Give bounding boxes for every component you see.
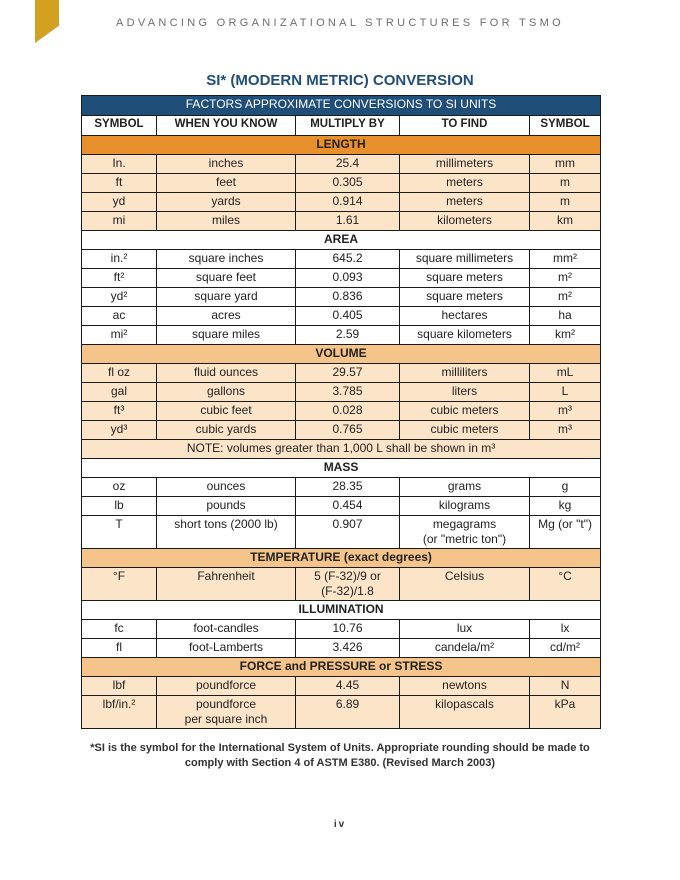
multiply-by-cell: 4.45 bbox=[296, 677, 400, 696]
multiply-by-cell: 25.4 bbox=[296, 155, 400, 174]
table-row bbox=[82, 639, 601, 658]
when-you-know-cell: cubic feet bbox=[157, 402, 296, 421]
result-symbol-cell: m bbox=[530, 174, 601, 193]
when-you-know-cell: inches bbox=[157, 155, 296, 174]
symbol-cell: oz bbox=[82, 478, 157, 497]
multiply-by-cell: 2.59 bbox=[296, 326, 400, 345]
table-row bbox=[82, 497, 601, 516]
symbol-cell: °F bbox=[82, 568, 157, 601]
symbol-cell: ac bbox=[82, 307, 157, 326]
table-row bbox=[82, 478, 601, 497]
symbol-cell: ft³ bbox=[82, 402, 157, 421]
to-find-cell: meters bbox=[400, 174, 530, 193]
when-you-know-cell: cubic yards bbox=[157, 421, 296, 440]
volume-note: NOTE: volumes greater than 1,000 L shall be shown in m³ bbox=[82, 440, 601, 459]
result-symbol-cell: km² bbox=[530, 326, 601, 345]
multiply-by-cell: 6.89 bbox=[296, 696, 400, 729]
table-row bbox=[82, 250, 601, 269]
section-title-area: AREA bbox=[82, 231, 601, 250]
when-you-know-cell: pounds bbox=[157, 497, 296, 516]
column-header-row bbox=[82, 116, 601, 136]
to-find-cell: cubic meters bbox=[400, 421, 530, 440]
multiply-by-cell: 0.093 bbox=[296, 269, 400, 288]
table-row bbox=[82, 174, 601, 193]
to-find-cell: megagrams (or "metric ton") bbox=[400, 516, 530, 549]
multiply-by-cell: 0.454 bbox=[296, 497, 400, 516]
to-find-cell: grams bbox=[400, 478, 530, 497]
when-you-know-cell: ounces bbox=[157, 478, 296, 497]
result-symbol-cell: mm bbox=[530, 155, 601, 174]
column-header: TO FIND bbox=[400, 116, 530, 136]
result-symbol-cell: mL bbox=[530, 364, 601, 383]
to-find-cell: milliliters bbox=[400, 364, 530, 383]
column-header: SYMBOL bbox=[530, 116, 601, 136]
to-find-cell: newtons bbox=[400, 677, 530, 696]
table-row bbox=[82, 696, 601, 729]
result-symbol-cell: kg bbox=[530, 497, 601, 516]
result-symbol-cell: °C bbox=[530, 568, 601, 601]
symbol-cell: in.² bbox=[82, 250, 157, 269]
to-find-cell: Celsius bbox=[400, 568, 530, 601]
to-find-cell: square kilometers bbox=[400, 326, 530, 345]
to-find-cell: hectares bbox=[400, 307, 530, 326]
section-header-row bbox=[82, 658, 601, 677]
column-header: WHEN YOU KNOW bbox=[157, 116, 296, 136]
section-header-row bbox=[82, 459, 601, 478]
multiply-by-cell: 0.405 bbox=[296, 307, 400, 326]
section-header-row bbox=[82, 549, 601, 568]
table-row bbox=[82, 269, 601, 288]
section-header-row bbox=[82, 231, 601, 250]
when-you-know-cell: short tons (2000 lb) bbox=[157, 516, 296, 549]
multiply-by-cell: 0.028 bbox=[296, 402, 400, 421]
when-you-know-cell: poundforce bbox=[157, 677, 296, 696]
when-you-know-cell: gallons bbox=[157, 383, 296, 402]
symbol-cell: lbf bbox=[82, 677, 157, 696]
table-row bbox=[82, 383, 601, 402]
result-symbol-cell: cd/m² bbox=[530, 639, 601, 658]
when-you-know-cell: square yard bbox=[157, 288, 296, 307]
table-row bbox=[82, 288, 601, 307]
multiply-by-cell: 0.305 bbox=[296, 174, 400, 193]
result-symbol-cell: m² bbox=[530, 269, 601, 288]
page-number: iv bbox=[333, 819, 347, 830]
to-find-cell: square meters bbox=[400, 288, 530, 307]
multiply-by-cell: 5 (F-32)/9 or (F-32)/1.8 bbox=[296, 568, 400, 601]
result-symbol-cell: m³ bbox=[530, 421, 601, 440]
page-title: SI* (MODERN METRIC) CONVERSION bbox=[206, 72, 474, 89]
table-row bbox=[82, 568, 601, 601]
table-row bbox=[82, 620, 601, 639]
symbol-cell: ft bbox=[82, 174, 157, 193]
symbol-cell: fl oz bbox=[82, 364, 157, 383]
result-symbol-cell: mm² bbox=[530, 250, 601, 269]
to-find-cell: cubic meters bbox=[400, 402, 530, 421]
symbol-cell: lb bbox=[82, 497, 157, 516]
section-title-force: FORCE and PRESSURE or STRESS bbox=[82, 658, 601, 677]
section-header-row bbox=[82, 345, 601, 364]
result-symbol-cell: L bbox=[530, 383, 601, 402]
column-header: SYMBOL bbox=[82, 116, 157, 136]
section-title-mass: MASS bbox=[82, 459, 601, 478]
table-row bbox=[82, 402, 601, 421]
when-you-know-cell: square feet bbox=[157, 269, 296, 288]
section-header-row bbox=[82, 601, 601, 620]
to-find-cell: meters bbox=[400, 193, 530, 212]
when-you-know-cell: foot-Lamberts bbox=[157, 639, 296, 658]
when-you-know-cell: foot-candles bbox=[157, 620, 296, 639]
section-title-illumination: ILLUMINATION bbox=[82, 601, 601, 620]
to-find-cell: liters bbox=[400, 383, 530, 402]
when-you-know-cell: square inches bbox=[157, 250, 296, 269]
when-you-know-cell: acres bbox=[157, 307, 296, 326]
section-title-volume: VOLUME bbox=[82, 345, 601, 364]
note-row bbox=[82, 440, 601, 459]
conversion-table bbox=[81, 95, 601, 729]
table-row bbox=[82, 212, 601, 231]
result-symbol-cell: g bbox=[530, 478, 601, 497]
when-you-know-cell: fluid ounces bbox=[157, 364, 296, 383]
result-symbol-cell: N bbox=[530, 677, 601, 696]
symbol-cell: fl bbox=[82, 639, 157, 658]
table-row bbox=[82, 307, 601, 326]
result-symbol-cell: Mg (or "t") bbox=[530, 516, 601, 549]
result-symbol-cell: m³ bbox=[530, 402, 601, 421]
to-find-cell: millimeters bbox=[400, 155, 530, 174]
when-you-know-cell: miles bbox=[157, 212, 296, 231]
multiply-by-cell: 0.907 bbox=[296, 516, 400, 549]
conversion-table-body bbox=[82, 96, 601, 729]
to-find-cell: square meters bbox=[400, 269, 530, 288]
when-you-know-cell: feet bbox=[157, 174, 296, 193]
table-row bbox=[82, 677, 601, 696]
section-header-row bbox=[82, 136, 601, 155]
symbol-cell: lbf/in.² bbox=[82, 696, 157, 729]
symbol-cell: mi bbox=[82, 212, 157, 231]
table-banner: FACTORS APPROXIMATE CONVERSIONS TO SI UNITS bbox=[82, 96, 601, 116]
symbol-cell: T bbox=[82, 516, 157, 549]
symbol-cell: ft² bbox=[82, 269, 157, 288]
symbol-cell: fc bbox=[82, 620, 157, 639]
multiply-by-cell: 10.76 bbox=[296, 620, 400, 639]
when-you-know-cell: yards bbox=[157, 193, 296, 212]
result-symbol-cell: m² bbox=[530, 288, 601, 307]
multiply-by-cell: 0.836 bbox=[296, 288, 400, 307]
table-row bbox=[82, 364, 601, 383]
result-symbol-cell: lx bbox=[530, 620, 601, 639]
table-row bbox=[82, 155, 601, 174]
symbol-cell: yd² bbox=[82, 288, 157, 307]
section-title-length: LENGTH bbox=[82, 136, 601, 155]
section-title-temperature: TEMPERATURE (exact degrees) bbox=[82, 549, 601, 568]
symbol-cell: gal bbox=[82, 383, 157, 402]
running-header: ADVANCING ORGANIZATIONAL STRUCTURES FOR TSMO bbox=[116, 17, 564, 29]
to-find-cell: square millimeters bbox=[400, 250, 530, 269]
table-row bbox=[82, 421, 601, 440]
result-symbol-cell: m bbox=[530, 193, 601, 212]
multiply-by-cell: 0.914 bbox=[296, 193, 400, 212]
multiply-by-cell: 3.785 bbox=[296, 383, 400, 402]
symbol-cell: yd bbox=[82, 193, 157, 212]
symbol-cell: yd³ bbox=[82, 421, 157, 440]
symbol-cell: mi² bbox=[82, 326, 157, 345]
to-find-cell: candela/m² bbox=[400, 639, 530, 658]
footnote: *SI is the symbol for the International System of Units. Appropriate rounding should be made to comply with Section 4 of ASTM E380. (Revised March 2003) bbox=[90, 742, 590, 769]
table-banner-row bbox=[82, 96, 601, 116]
to-find-cell: kilograms bbox=[400, 497, 530, 516]
multiply-by-cell: 645.2 bbox=[296, 250, 400, 269]
when-you-know-cell: Fahrenheit bbox=[157, 568, 296, 601]
result-symbol-cell: km bbox=[530, 212, 601, 231]
result-symbol-cell: ha bbox=[530, 307, 601, 326]
table-row bbox=[82, 326, 601, 345]
to-find-cell: kilopascals bbox=[400, 696, 530, 729]
multiply-by-cell: 1.61 bbox=[296, 212, 400, 231]
multiply-by-cell: 28.35 bbox=[296, 478, 400, 497]
to-find-cell: kilometers bbox=[400, 212, 530, 231]
multiply-by-cell: 0.765 bbox=[296, 421, 400, 440]
when-you-know-cell: poundforce per square inch bbox=[157, 696, 296, 729]
multiply-by-cell: 29.57 bbox=[296, 364, 400, 383]
table-row bbox=[82, 516, 601, 549]
table-row bbox=[82, 193, 601, 212]
result-symbol-cell: kPa bbox=[530, 696, 601, 729]
to-find-cell: lux bbox=[400, 620, 530, 639]
multiply-by-cell: 3.426 bbox=[296, 639, 400, 658]
column-header: MULTIPLY BY bbox=[296, 116, 400, 136]
when-you-know-cell: square miles bbox=[157, 326, 296, 345]
symbol-cell: In. bbox=[82, 155, 157, 174]
